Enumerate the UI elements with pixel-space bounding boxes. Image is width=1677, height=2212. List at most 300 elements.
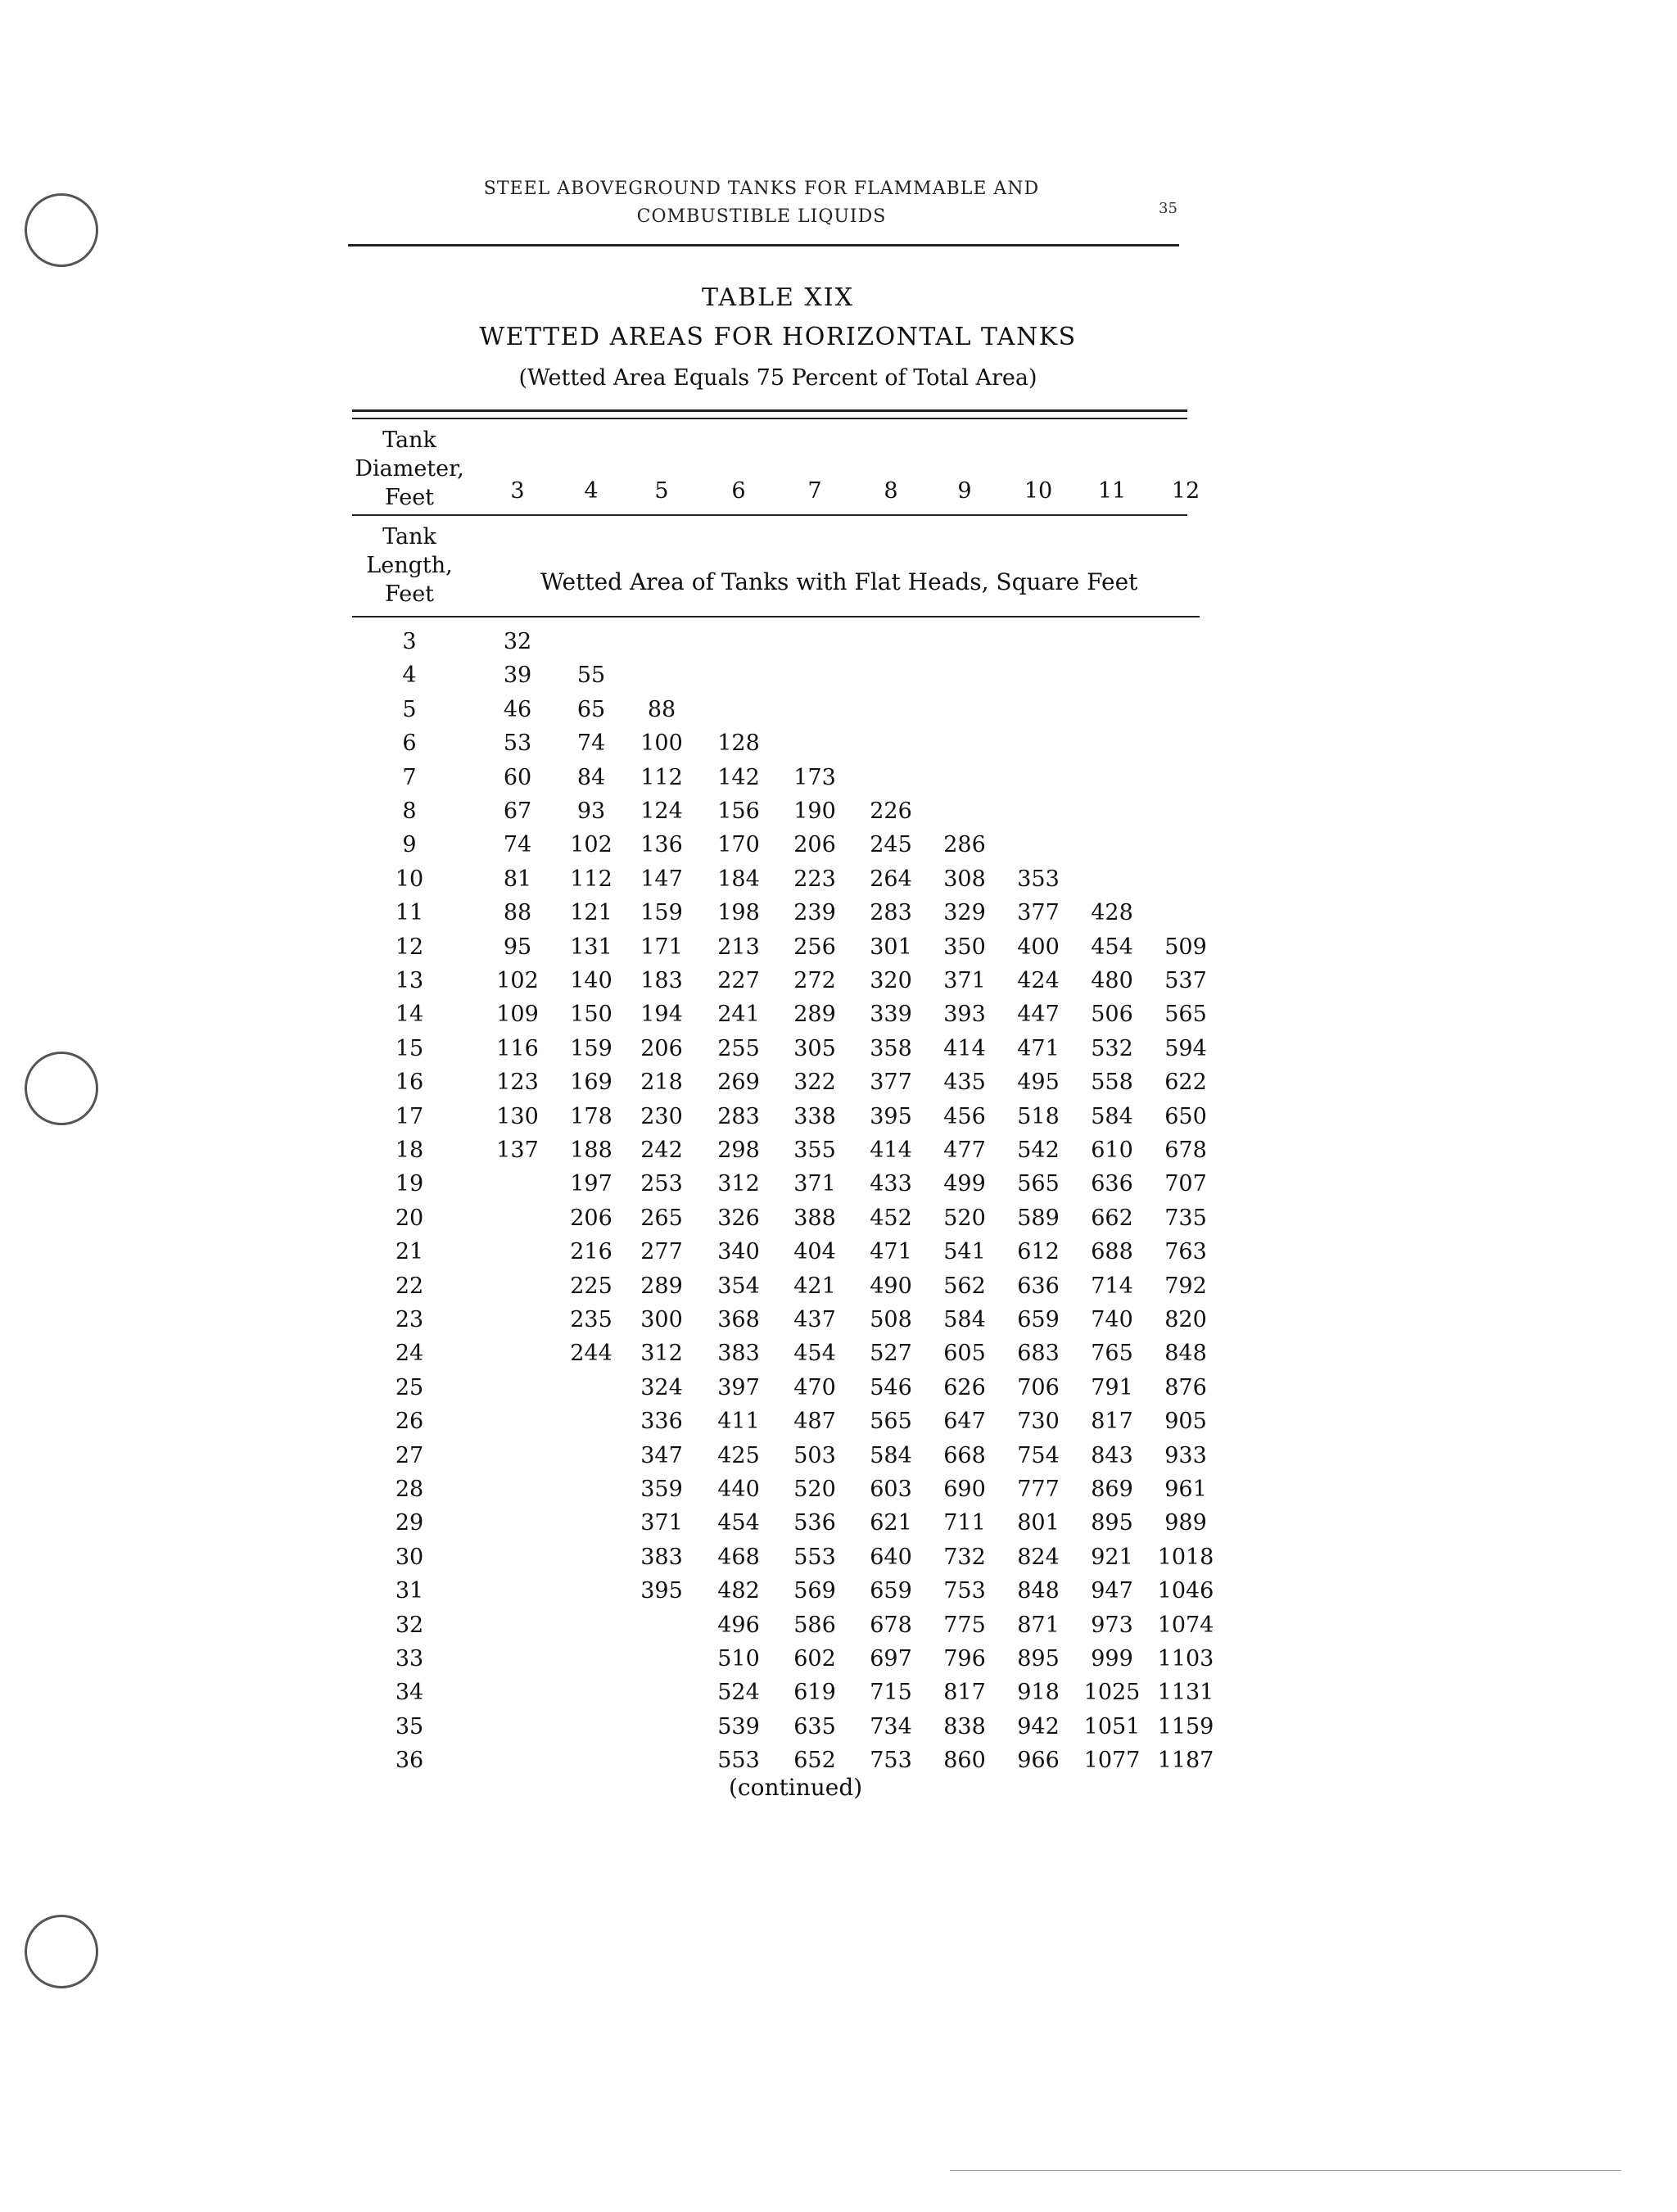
length-label: 30 (395, 1544, 424, 1570)
table-cell: 499 (943, 1171, 986, 1197)
table-cell: 715 (870, 1680, 912, 1706)
table-cell: 142 (717, 764, 760, 790)
table-cell: 876 (1164, 1374, 1207, 1400)
table-cell: 255 (717, 1035, 760, 1061)
table-cell: 100 (640, 731, 683, 757)
length-label: 7 (402, 764, 417, 790)
stub-length-line: Length, (366, 553, 453, 578)
length-label: 19 (395, 1171, 424, 1197)
table-cell: 843 (1091, 1442, 1133, 1468)
table-cell: 93 (576, 798, 606, 824)
table-cell: 468 (717, 1544, 760, 1570)
table-cell: 320 (870, 968, 912, 993)
table-cell: 358 (870, 1035, 912, 1061)
length-label: 17 (395, 1103, 424, 1129)
table-cell: 95 (503, 934, 532, 960)
table-cell: 226 (870, 798, 912, 824)
table-cell: 565 (1017, 1171, 1060, 1197)
table-cell: 539 (717, 1713, 760, 1739)
table-cell: 354 (717, 1273, 760, 1299)
table-cell: 753 (870, 1748, 912, 1774)
stub-diameter-line: Tank (382, 427, 436, 453)
table-cell: 933 (1164, 1442, 1207, 1468)
table-cell: 765 (1091, 1341, 1133, 1367)
table-cell: 124 (640, 798, 683, 824)
table-cell: 353 (1017, 866, 1060, 892)
diameter-heading-10: 10 (1024, 478, 1053, 504)
table-cell: 194 (640, 1002, 683, 1028)
column-heading-rule (352, 514, 1187, 516)
table-cell: 1018 (1157, 1544, 1214, 1570)
table-cell: 820 (1164, 1307, 1207, 1332)
table-cell: 112 (570, 866, 612, 892)
table-cell: 520 (793, 1477, 836, 1502)
table-cell: 732 (943, 1544, 986, 1570)
table-cell: 300 (640, 1307, 683, 1332)
table-cell: 216 (570, 1239, 612, 1265)
footer-rule (950, 2170, 1621, 2171)
length-label: 35 (395, 1713, 424, 1739)
table-cell: 524 (717, 1680, 760, 1706)
table-cell: 775 (943, 1612, 986, 1638)
table-cell: 393 (943, 1002, 986, 1028)
length-label: 32 (395, 1612, 424, 1638)
table-cell: 527 (870, 1341, 912, 1367)
table-cell: 966 (1017, 1748, 1060, 1774)
table-cell: 1103 (1157, 1646, 1214, 1671)
table-cell: 480 (1091, 968, 1133, 993)
table-cell: 735 (1164, 1205, 1207, 1231)
table-cell: 546 (870, 1374, 912, 1400)
table-cell: 801 (1017, 1510, 1060, 1536)
table-cell: 662 (1091, 1205, 1133, 1231)
table-cell: 74 (503, 832, 532, 858)
table-subheading: Wetted Area of Tanks with Flat Heads, Square Feet (540, 568, 1138, 595)
diameter-heading-6: 6 (731, 478, 746, 504)
length-label: 25 (395, 1374, 424, 1400)
table-cell: 1159 (1157, 1713, 1214, 1739)
table-cell: 636 (1017, 1273, 1060, 1299)
table-cell: 706 (1017, 1374, 1060, 1400)
diameter-heading-9: 9 (957, 478, 972, 504)
table-cell: 359 (640, 1477, 683, 1502)
table-cell: 942 (1017, 1713, 1060, 1739)
table-cell: 565 (1164, 1002, 1207, 1028)
table-cell: 487 (793, 1409, 836, 1435)
table-cell: 32 (503, 629, 532, 654)
length-label: 22 (395, 1273, 424, 1299)
table-cell: 612 (1017, 1239, 1060, 1265)
length-label: 33 (395, 1646, 424, 1671)
table-cell: 961 (1164, 1477, 1207, 1502)
table-cell: 338 (793, 1103, 836, 1129)
table-cell: 230 (640, 1103, 683, 1129)
stub-length-heading (348, 522, 471, 608)
table-cell: 411 (717, 1409, 760, 1435)
table-cell: 730 (1017, 1409, 1060, 1435)
running-header-line-2: COMBUSTIBLE LIQUIDS (636, 206, 887, 227)
length-label: 8 (402, 798, 417, 824)
table-top-rule (352, 409, 1187, 412)
table-cell: 553 (717, 1748, 760, 1774)
table-cell: 495 (1017, 1070, 1060, 1096)
table-cell: 619 (793, 1680, 836, 1706)
table-cell: 283 (870, 900, 912, 926)
table-cell: 39 (503, 663, 532, 689)
table-cell: 777 (1017, 1477, 1060, 1502)
table-cell: 454 (1091, 934, 1133, 960)
table-cell: 647 (943, 1409, 986, 1435)
table-cell: 397 (717, 1374, 760, 1400)
table-cell: 60 (503, 764, 532, 790)
table-cell: 433 (870, 1171, 912, 1197)
table-cell: 636 (1091, 1171, 1133, 1197)
table-cell: 536 (793, 1510, 836, 1536)
table-cell: 678 (870, 1612, 912, 1638)
punch-hole (25, 193, 98, 267)
stub-length-line: Tank (382, 524, 436, 550)
diameter-heading-3: 3 (510, 478, 525, 504)
table-cell: 312 (640, 1341, 683, 1367)
length-label: 34 (395, 1680, 424, 1706)
table-cell: 253 (640, 1171, 683, 1197)
table-cell: 340 (717, 1239, 760, 1265)
table-cell: 159 (640, 900, 683, 926)
length-label: 11 (395, 900, 424, 926)
table-cell: 610 (1091, 1138, 1133, 1163)
table-cell: 421 (793, 1273, 836, 1299)
table-cell: 553 (793, 1544, 836, 1570)
table-cell: 562 (943, 1273, 986, 1299)
table-cell: 1131 (1157, 1680, 1214, 1706)
table-cell: 188 (570, 1138, 612, 1163)
table-cell: 265 (640, 1205, 683, 1231)
table-cell: 395 (870, 1103, 912, 1129)
table-cell: 537 (1164, 968, 1207, 993)
table-cell: 109 (496, 1002, 539, 1028)
table-cell: 225 (570, 1273, 612, 1299)
length-label: 9 (402, 832, 417, 858)
diameter-heading-5: 5 (654, 478, 669, 504)
table-cell: 102 (570, 832, 612, 858)
table-cell: 895 (1017, 1646, 1060, 1671)
table-cell: 711 (943, 1510, 986, 1536)
table-cell: 65 (576, 696, 606, 722)
table-cell: 256 (793, 934, 836, 960)
table-cell: 371 (943, 968, 986, 993)
table-cell: 650 (1164, 1103, 1207, 1129)
table-cell: 503 (793, 1442, 836, 1468)
table-cell: 740 (1091, 1307, 1133, 1332)
length-label: 18 (395, 1138, 424, 1163)
table-cell: 791 (1091, 1374, 1133, 1400)
table-cell: 206 (570, 1205, 612, 1231)
table-cell: 184 (717, 866, 760, 892)
table-cell: 621 (870, 1510, 912, 1536)
table-cell: 584 (1091, 1103, 1133, 1129)
table-cell: 989 (1164, 1510, 1207, 1536)
table-cell: 277 (640, 1239, 683, 1265)
table-note: (Wetted Area Equals 75 Percent of Total Area) (518, 365, 1037, 391)
table-cell: 190 (793, 798, 836, 824)
table-cell: 622 (1164, 1070, 1207, 1096)
table-cell: 283 (717, 1103, 760, 1129)
table-cell: 112 (640, 764, 683, 790)
table-cell: 477 (943, 1138, 986, 1163)
table-cell: 753 (943, 1578, 986, 1604)
table-cell: 339 (870, 1002, 912, 1028)
stub-diameter-line: Diameter, (355, 456, 464, 482)
table-cell: 235 (570, 1307, 612, 1332)
page-number: 35 (1159, 200, 1178, 217)
table-cell: 594 (1164, 1035, 1207, 1061)
table-cell: 428 (1091, 900, 1133, 926)
table-cell: 301 (870, 934, 912, 960)
table-cell: 183 (640, 968, 683, 993)
table-cell: 46 (503, 696, 532, 722)
table-cell: 53 (503, 731, 532, 757)
stub-diameter-heading (348, 426, 471, 512)
table-cell: 603 (870, 1477, 912, 1502)
table-cell: 586 (793, 1612, 836, 1638)
table-cell: 213 (717, 934, 760, 960)
diameter-heading-12: 12 (1171, 478, 1200, 504)
table-cell: 102 (496, 968, 539, 993)
table-cell: 490 (870, 1273, 912, 1299)
table-cell: 88 (647, 696, 676, 722)
table-cell: 84 (576, 764, 606, 790)
table-cell: 355 (793, 1138, 836, 1163)
table-cell: 400 (1017, 934, 1060, 960)
table-cell: 123 (496, 1070, 539, 1096)
table-cell: 130 (496, 1103, 539, 1129)
table-cell: 241 (717, 1002, 760, 1028)
table-cell: 329 (943, 900, 986, 926)
table-cell: 605 (943, 1341, 986, 1367)
table-cell: 140 (570, 968, 612, 993)
table-cell: 817 (1091, 1409, 1133, 1435)
diameter-heading-7: 7 (807, 478, 822, 504)
length-label: 16 (395, 1070, 424, 1096)
table-cell: 714 (1091, 1273, 1133, 1299)
table-cell: 206 (640, 1035, 683, 1061)
table-cell: 817 (943, 1680, 986, 1706)
table-cell: 860 (943, 1748, 986, 1774)
table-cell: 640 (870, 1544, 912, 1570)
table-cell: 508 (870, 1307, 912, 1332)
table-cell: 584 (943, 1307, 986, 1332)
table-cell: 244 (570, 1341, 612, 1367)
table-cell: 905 (1164, 1409, 1207, 1435)
table-cell: 324 (640, 1374, 683, 1400)
table-cell: 239 (793, 900, 836, 926)
table-cell: 482 (717, 1578, 760, 1604)
table-cell: 198 (717, 900, 760, 926)
table-cell: 121 (570, 900, 612, 926)
table-cell: 1187 (1157, 1748, 1214, 1774)
punch-hole (25, 1915, 98, 1988)
length-label: 29 (395, 1510, 424, 1536)
table-cell: 326 (717, 1205, 760, 1231)
table-cell: 1025 (1083, 1680, 1141, 1706)
length-label: 36 (395, 1748, 424, 1774)
table-cell: 197 (570, 1171, 612, 1197)
table-cell: 116 (496, 1035, 539, 1061)
table-cell: 440 (717, 1477, 760, 1502)
table-cell: 1077 (1083, 1748, 1141, 1774)
table-cell: 602 (793, 1646, 836, 1671)
table-cell: 506 (1091, 1002, 1133, 1028)
table-cell: 383 (717, 1341, 760, 1367)
table-cell: 269 (717, 1070, 760, 1096)
table-cell: 869 (1091, 1477, 1133, 1502)
table-cell: 589 (1017, 1205, 1060, 1231)
table-cell: 918 (1017, 1680, 1060, 1706)
table-cell: 848 (1164, 1341, 1207, 1367)
table-cell: 425 (717, 1442, 760, 1468)
table-cell: 565 (870, 1409, 912, 1435)
table-cell: 424 (1017, 968, 1060, 993)
table-cell: 652 (793, 1748, 836, 1774)
table-cell: 754 (1017, 1442, 1060, 1468)
table-cell: 1074 (1157, 1612, 1214, 1638)
table-cell: 298 (717, 1138, 760, 1163)
length-label: 6 (402, 731, 417, 757)
table-cell: 368 (717, 1307, 760, 1332)
table-cell: 242 (640, 1138, 683, 1163)
length-label: 13 (395, 968, 424, 993)
table-cell: 626 (943, 1374, 986, 1400)
table-cell: 414 (943, 1035, 986, 1061)
length-label: 4 (402, 663, 417, 689)
table-cell: 659 (870, 1578, 912, 1604)
table-cell: 838 (943, 1713, 986, 1739)
table-cell: 169 (570, 1070, 612, 1096)
table-cell: 414 (870, 1138, 912, 1163)
table-cell: 137 (496, 1138, 539, 1163)
table-cell: 227 (717, 968, 760, 993)
diameter-heading-8: 8 (884, 478, 898, 504)
table-cell: 312 (717, 1171, 760, 1197)
table-cell: 690 (943, 1477, 986, 1502)
table-cell: 131 (570, 934, 612, 960)
table-cell: 509 (1164, 934, 1207, 960)
table-cell: 404 (793, 1239, 836, 1265)
table-cell: 688 (1091, 1239, 1133, 1265)
table-cell: 264 (870, 866, 912, 892)
table-cell: 452 (870, 1205, 912, 1231)
table-cell: 569 (793, 1578, 836, 1604)
table-cell: 350 (943, 934, 986, 960)
table-cell: 456 (943, 1103, 986, 1129)
table-cell: 88 (503, 900, 532, 926)
stub-length-line: Feet (384, 581, 435, 607)
punch-hole (25, 1052, 98, 1125)
length-label: 28 (395, 1477, 424, 1502)
table-cell: 584 (870, 1442, 912, 1468)
length-label: 31 (395, 1578, 424, 1604)
table-cell: 347 (640, 1442, 683, 1468)
table-cell: 668 (943, 1442, 986, 1468)
table-cell: 697 (870, 1646, 912, 1671)
length-label: 12 (395, 934, 424, 960)
table-cell: 470 (793, 1374, 836, 1400)
table-cell: 848 (1017, 1578, 1060, 1604)
length-label: 27 (395, 1442, 424, 1468)
length-label: 20 (395, 1205, 424, 1231)
table-cell: 678 (1164, 1138, 1207, 1163)
table-cell: 388 (793, 1205, 836, 1231)
table-cell: 371 (640, 1510, 683, 1536)
length-label: 3 (402, 629, 417, 654)
table-cell: 67 (503, 798, 532, 824)
diameter-heading-4: 4 (584, 478, 599, 504)
subheading-rule (352, 616, 1200, 617)
table-cell: 454 (717, 1510, 760, 1536)
table-cell: 437 (793, 1307, 836, 1332)
header-rule (348, 244, 1179, 247)
table-cell: 1051 (1083, 1713, 1141, 1739)
table-cell: 895 (1091, 1510, 1133, 1536)
table-cell: 973 (1091, 1612, 1133, 1638)
table-cell: 734 (870, 1713, 912, 1739)
table-cell: 156 (717, 798, 760, 824)
table-cell: 542 (1017, 1138, 1060, 1163)
table-cell: 336 (640, 1409, 683, 1435)
diameter-heading-11: 11 (1097, 478, 1127, 504)
length-label: 21 (395, 1239, 424, 1265)
table-cell: 136 (640, 832, 683, 858)
table-cell: 377 (1017, 900, 1060, 926)
table-cell: 245 (870, 832, 912, 858)
table-cell: 223 (793, 866, 836, 892)
table-cell: 159 (570, 1035, 612, 1061)
table-subtitle: WETTED AREAS FOR HORIZONTAL TANKS (479, 323, 1077, 351)
table-cell: 707 (1164, 1171, 1207, 1197)
table-cell: 520 (943, 1205, 986, 1231)
table-cell: 447 (1017, 1002, 1060, 1028)
table-cell: 510 (717, 1646, 760, 1671)
table-cell: 74 (576, 731, 606, 757)
table-cell: 383 (640, 1544, 683, 1570)
table-top-rule-2 (352, 418, 1187, 419)
table-cell: 377 (870, 1070, 912, 1096)
table-cell: 659 (1017, 1307, 1060, 1332)
table-cell: 371 (793, 1171, 836, 1197)
length-label: 23 (395, 1307, 424, 1332)
table-cell: 55 (576, 663, 606, 689)
table-cell: 796 (943, 1646, 986, 1671)
table-cell: 871 (1017, 1612, 1060, 1638)
table-cell: 147 (640, 866, 683, 892)
table-cell: 454 (793, 1341, 836, 1367)
table-cell: 81 (503, 866, 532, 892)
table-cell: 763 (1164, 1239, 1207, 1265)
table-cell: 171 (640, 934, 683, 960)
table-cell: 792 (1164, 1273, 1207, 1299)
table-cell: 824 (1017, 1544, 1060, 1570)
table-cell: 286 (943, 832, 986, 858)
table-cell: 471 (870, 1239, 912, 1265)
table-cell: 683 (1017, 1341, 1060, 1367)
table-cell: 206 (793, 832, 836, 858)
table-title: TABLE XIX (701, 283, 854, 312)
running-header-line-1: STEEL ABOVEGROUND TANKS FOR FLAMMABLE AND (483, 179, 1040, 199)
table-cell: 308 (943, 866, 986, 892)
length-label: 10 (395, 866, 424, 892)
table-cell: 395 (640, 1578, 683, 1604)
table-cell: 289 (793, 1002, 836, 1028)
